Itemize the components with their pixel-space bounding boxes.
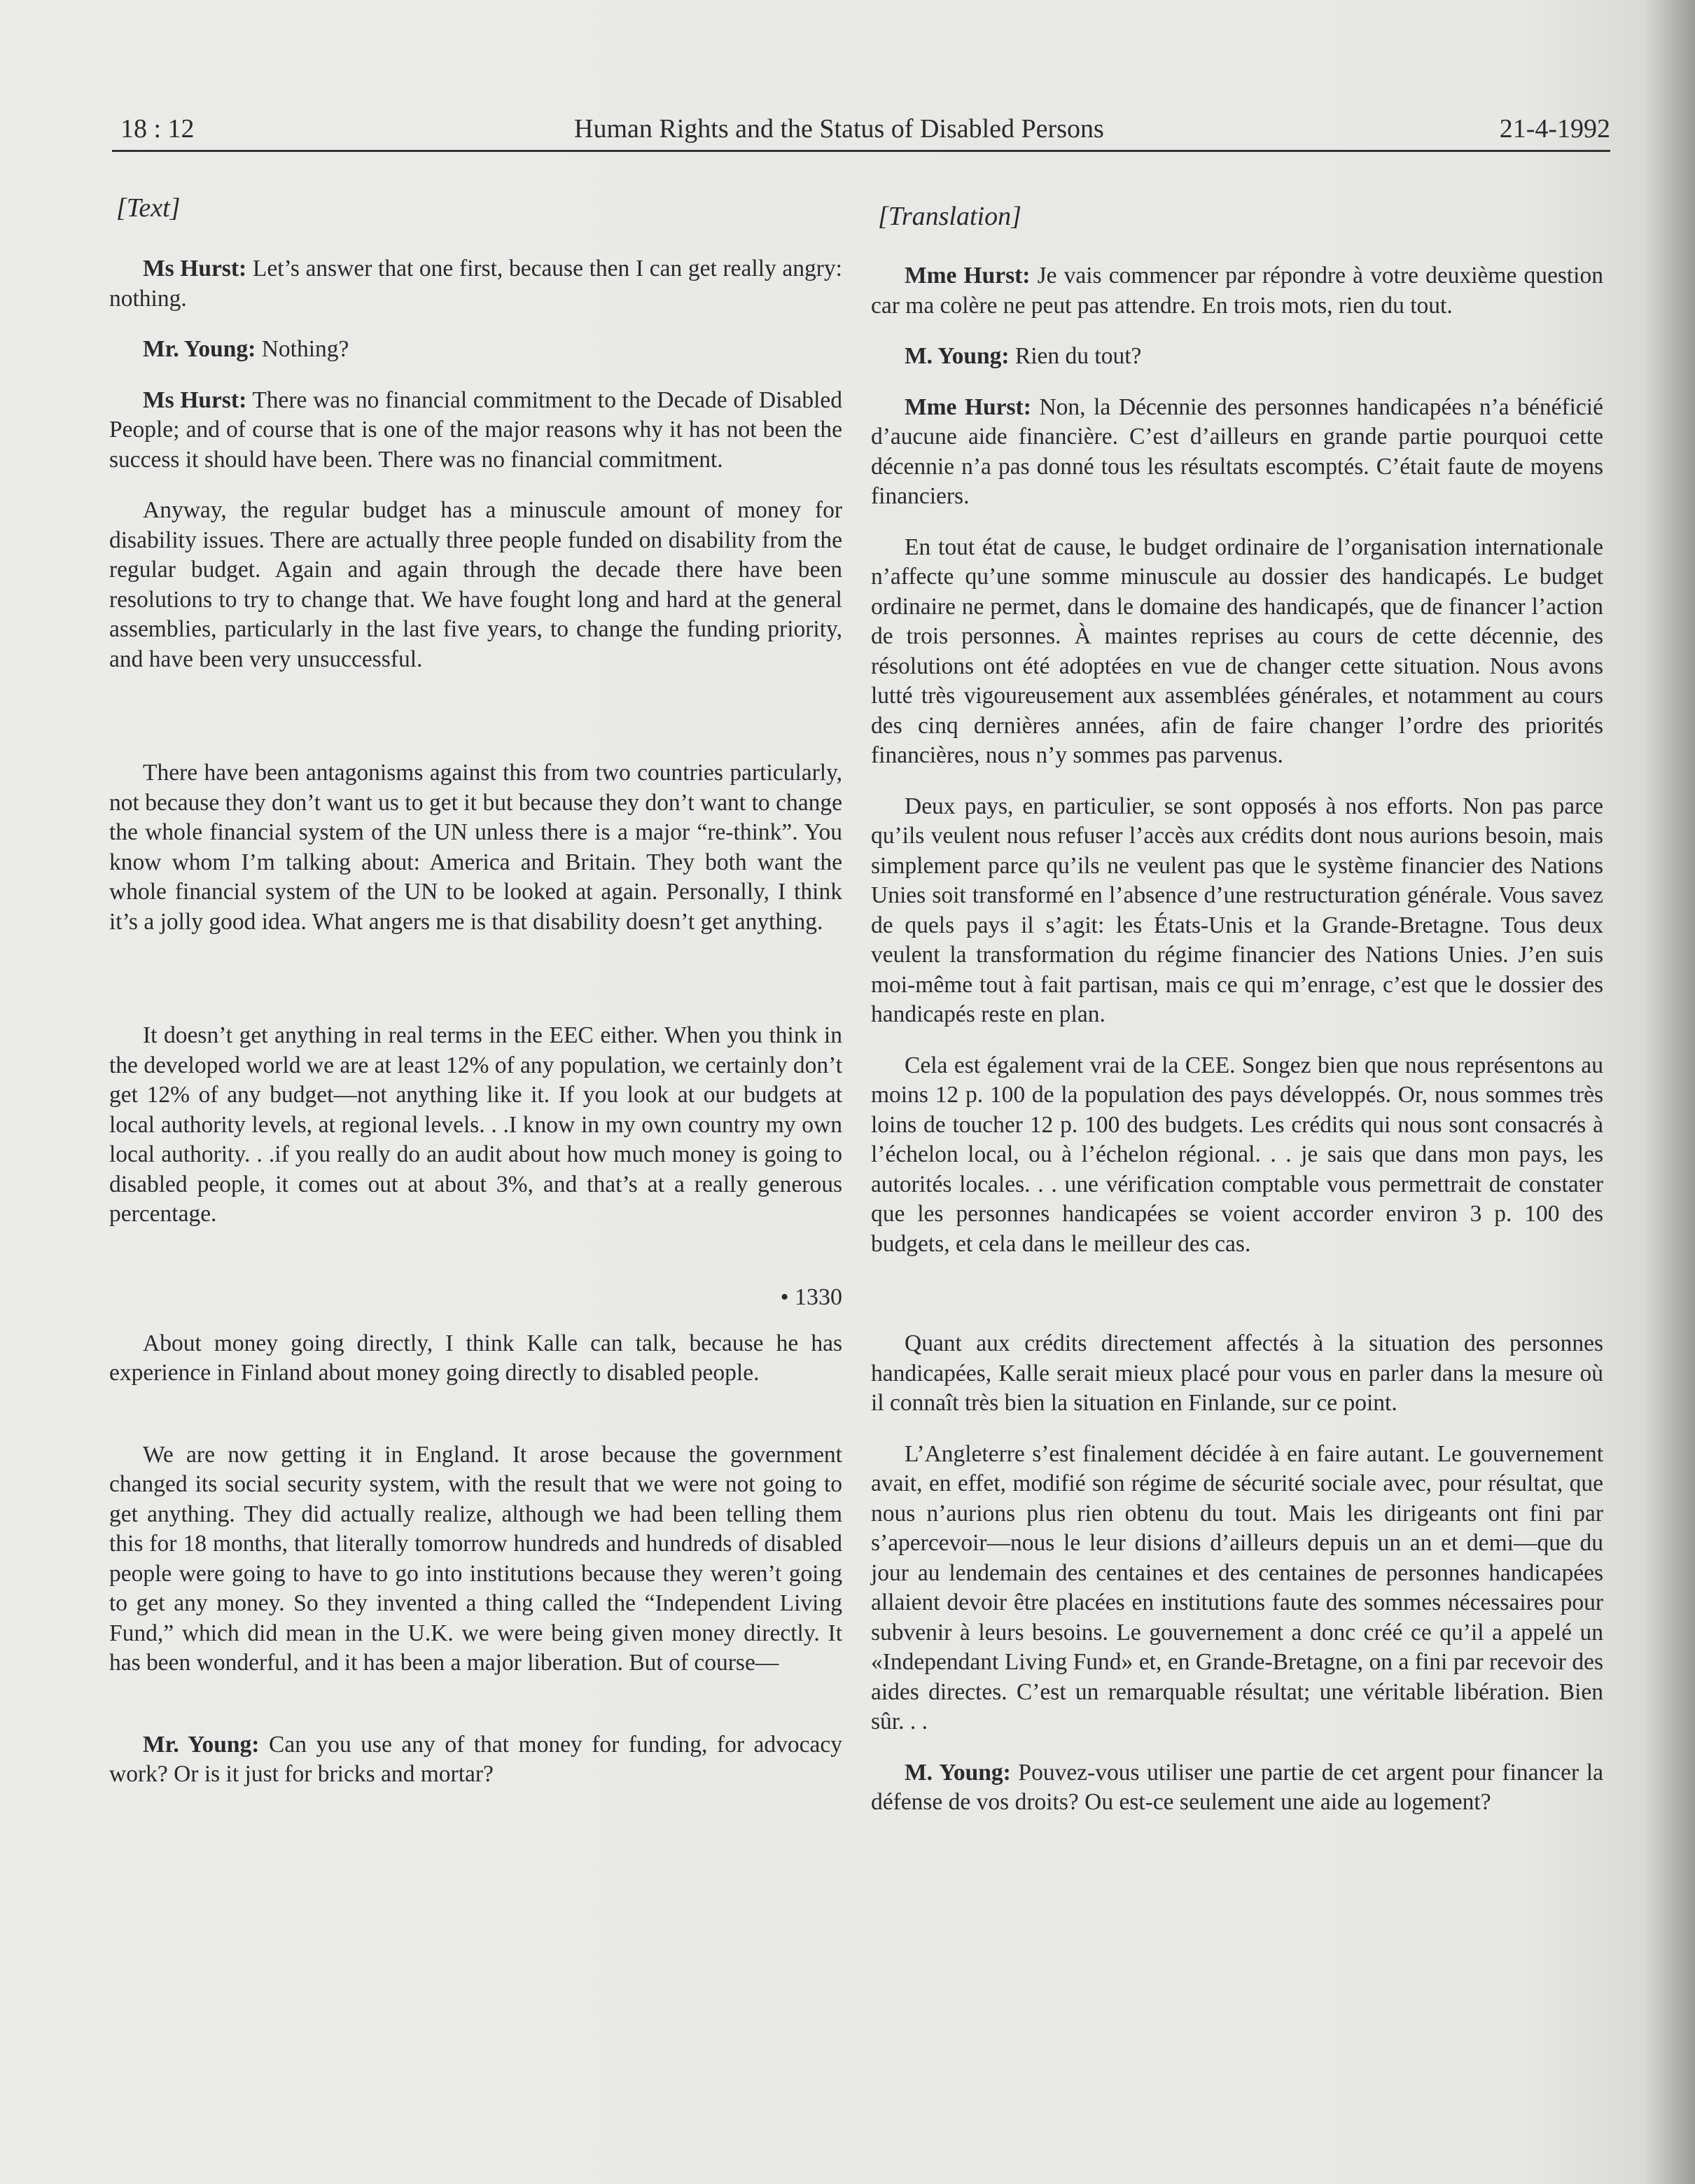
speaker-name: Mme Hurst: bbox=[905, 263, 1031, 288]
column-label: [Translation] bbox=[878, 202, 1021, 231]
paragraph: En tout état de cause, le budget ordinaire de l’organisation internationale n’affecte qu’une somme minuscule au dossier des handicapés. Le budget ordinaire ne permet, dans le domaine des handicapés, que de financer l’action de trois personnes. À maintes reprises au cours de cette décennie, des résolutions ont été adoptées en vue de changer cette situation. Nous avons lutté très vigoureusement aux assemblées générales, et notamment au cours des cinq dernières années, afin de faire changer l’ordre des priorités financières, nous n’y sommes pas parvenus. bbox=[871, 534, 1603, 768]
paragraph-text: Non, la Décennie des personnes handicapées n’a bénéficié d’aucune aide financière. C’est d’ailleurs en grande partie pourquoi cette décennie n’a pas donné tous les résultats escomptés. C’était faute de moyens financiers. bbox=[871, 394, 1603, 509]
speaker-name: Ms Hurst: bbox=[143, 387, 247, 413]
paragraph bbox=[871, 393, 1603, 512]
paragraph: Quant aux crédits directement affectés à la situation des personnes handicapées, Kalle serait mieux placé pour vous en parler dans la mesure où il connaît très bien la situation en Finlande, sur ce point. bbox=[871, 1330, 1603, 1416]
paragraph: There have been antagonisms against this from two countries particularly, not because they don’t want us to get it but because they don’t want to change the whole financial system of the UN unless there is a major “re-think”. You know whom I’m talking about: America and Britain. They both want the whole financial system of the UN to be looked at again. Personally, I think it’s a jolly good idea. What angers me is that disability doesn’t get anything. bbox=[109, 760, 842, 935]
paragraph: We are now getting it in England. It arose because the government changed its social security system, with the result that we were not going to get anything. They did actually realize, although we had been telling them this for 18 months, that literally tomorrow hundreds and hundreds of disabled people were going to have to go into institutions because they weren’t going to get any money. So they invented a thing called the “Independent Living Fund,” which did mean in the U.K. we were being given money directly. It has been wonderful, and it has been a major liberation. But of course— bbox=[109, 1441, 842, 1676]
page-header bbox=[112, 111, 1610, 152]
paragraph bbox=[871, 261, 1603, 321]
speaker-name: M. Young: bbox=[905, 343, 1010, 369]
english-column bbox=[109, 193, 842, 1811]
column-label: [Text] bbox=[116, 193, 181, 223]
paragraph bbox=[109, 1730, 842, 1790]
paragraph bbox=[871, 342, 1603, 372]
running-title: Human Rights and the Status of Disabled Persons bbox=[574, 114, 1104, 144]
paragraph-text: Let’s answer that one first, because then I can get really angry: nothing. bbox=[109, 256, 842, 312]
speaker-name: Mr. Young: bbox=[143, 1731, 260, 1758]
paragraph: Cela est également vrai de la CEE. Songez bien que nous représentons au moins 12 p. 100 de la population des pays développés. Or, nous sommes très loins de toucher 12 p. 100 des budgets. Les crédits qui nous sont consacrés à l’échelon local, ou à l’échelon régional. . . je sais que dans mon pays, les autorités locales. . . une vérification comptable vous permettrait de constater que les personnes handicapées se voient accorder environ 3 p. 100 des budgets, et cela dans le meilleur des cas. bbox=[871, 1052, 1603, 1257]
paragraph bbox=[109, 386, 842, 475]
speaker-name: Mr. Young: bbox=[143, 336, 256, 362]
paragraph-text: Can you use any of that money for funding, for advocacy work? Or is it just for bricks and mortar? bbox=[109, 1731, 842, 1787]
speaker-name: Ms Hurst: bbox=[143, 256, 247, 281]
paragraph-text: Rien du tout? bbox=[1009, 343, 1142, 369]
speaker-name: Mme Hurst: bbox=[905, 394, 1031, 420]
page-number: 18 : 12 bbox=[120, 114, 195, 144]
paragraph-text: Pouvez-vous utiliser une partie de cet argent pour financer la défense de vos droits? Ou est-ce seulement une aide au logement? bbox=[871, 1759, 1603, 1815]
paragraph: It doesn’t get anything in real terms in the EEC either. When you think in the developed world we are at least 12% of any population, we certainly don’t get 12% of any budget—not anything like it. If you look at our budgets at local authority levels, at regional levels. . .I know in my own country my own local authority. . .if you really do an audit about how much money is going to disabled people, it comes out at about 3%, and that’s at a really generous percentage. bbox=[109, 1022, 842, 1227]
paragraph: Deux pays, en particulier, se sont opposés à nos efforts. Non pas parce qu’ils veulent nous refuser l’accès aux crédits dont nous aurions besoin, mais simplement parce qu’ils ne veulent pas que le système financier des Nations Unies soit transformé en l’absence d’une restructuration générale. Vous savez de quels pays il s’agit: les États-Unis et la Grande-Bretagne. Tous deux veulent la transformation du régime financier des Nations Unies. J’en suis moi-même tout à fait partisan, mais ce qui m’enrage, c’est que le dossier des handicapés reste en plan. bbox=[871, 793, 1603, 1027]
paragraph: L’Angleterre s’est finalement décidée à en faire autant. Le gouvernement avait, en effet, modifié son régime de sécurité sociale avec, pour résultat, que nous n’aurions plus rien obtenu du tout. Mais les dirigeants ont fini par s’apercevoir—nous le leur disions d’ailleurs depuis un an et demi—que du jour au lendemain des centaines et des centaines de personnes handicapées allaient devoir être placées en institutions faute des sommes nécessaires pour subvenir à leurs besoins. Le gouvernement a donc créé ce qu’il a appelé un «Independant Living Fund» et, en Grande-Bretagne, on a fini par recevoir des aides directes. C’est un remarquable résultat; une véritable libération. Bien sûr. . . bbox=[871, 1440, 1603, 1734]
paragraph bbox=[109, 254, 842, 314]
header-date: 21-4-1992 bbox=[1499, 114, 1610, 144]
paragraph-text: Je vais commencer par répondre à votre deuxième question car ma colère ne peut pas attendre. En trois mots, rien du tout. bbox=[871, 263, 1603, 319]
paragraph: Anyway, the regular budget has a minuscule amount of money for disability issues. There are actually three people funded on disability from the regular budget. Again and again through the decade there have been resolutions to try to change that. We have fought long and hard at the general assemblies, particularly in the last five years, to change the funding priority, and have been very unsuccessful. bbox=[109, 497, 842, 672]
time-marker: • 1330 bbox=[780, 1284, 842, 1310]
paragraph bbox=[109, 335, 842, 365]
speaker-name: M. Young: bbox=[905, 1759, 1011, 1786]
paragraph: About money going directly, I think Kalle can talk, because he has experience in Finland about money going directly to disabled people. bbox=[109, 1330, 842, 1386]
paragraph bbox=[871, 1758, 1603, 1818]
french-column bbox=[871, 193, 1603, 1839]
paragraph-text: Nothing? bbox=[256, 336, 349, 362]
paragraph-text: There was no financial commitment to the Decade of Disabled People; and of course that is one of the major reasons why it has not been the success it should have been. There was no financial commitment. bbox=[109, 387, 843, 473]
